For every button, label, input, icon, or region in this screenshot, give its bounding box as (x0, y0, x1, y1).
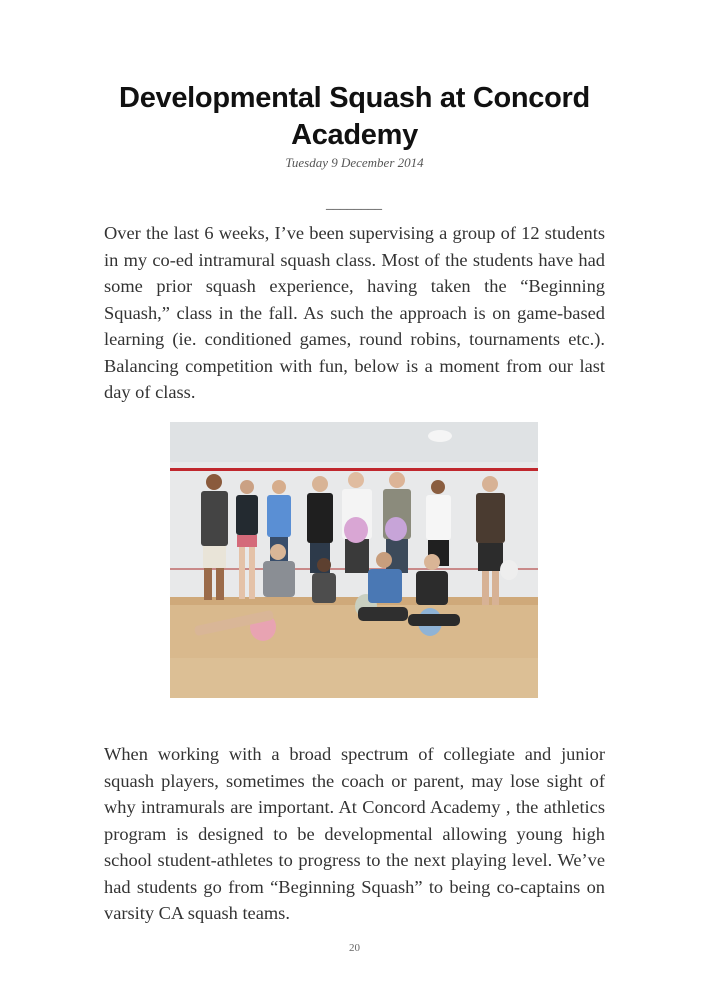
paragraph-intro: Over the last 6 weeks, I’ve been supervising a group of 12 students in my co-ed intramural squash class. Most of the students have had some prior squash experience, having taken the “Beginning Squash,” class in the fall. As such the approach is on game-based learning (ie. conditioned games, round robins, tournaments etc.). Balancing competition with fun, below is a moment from our last day of class. (104, 223, 605, 402)
page-number: 20 (349, 942, 360, 954)
title-separator: ________ (326, 197, 382, 212)
floor-highlight (170, 658, 538, 698)
article-title: Developmental Squash at Concord Academy (119, 82, 590, 151)
wall-upper-shade (170, 422, 538, 462)
photo-illustration (170, 422, 538, 698)
class-group-photo (170, 422, 538, 698)
wall-red-line (170, 468, 538, 471)
article-date: Tuesday 9 December 2014 (285, 155, 424, 170)
paragraph-development: When working with a broad spectrum of collegiate and junior squash players, sometimes the coach or parent, may lose sight of why intramurals are important. At Concord Academy , the athletics program is designed to be developmental allowing young high school student-athletes to progress to the next playing level. We’ve had students go from “Beginning Squash” to being co-captains on varsity CA squash teams. (104, 744, 605, 923)
